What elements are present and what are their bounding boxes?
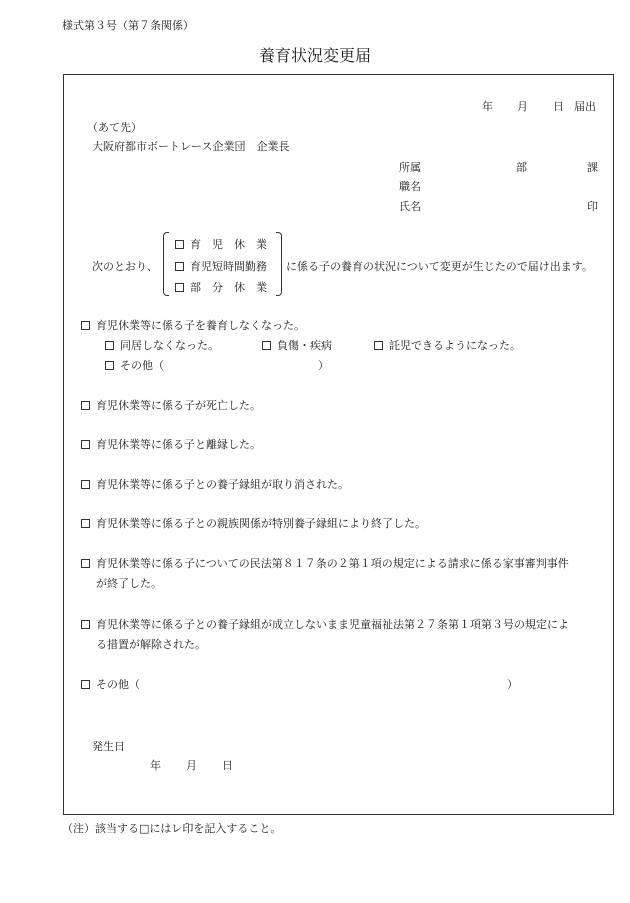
occurrence-day: 日 [222,759,233,772]
checkbox[interactable] [81,480,90,489]
subitem-other [105,360,164,371]
item-label: 育児休業等に係る子が死亡した。 [96,399,261,412]
right-bracket [276,232,282,296]
item-label: 育児休業等に係る子との養子縁組が取り消された。 [96,478,349,491]
left-bracket [163,232,169,296]
submission-label: 届出 [574,100,596,113]
item-died [81,400,261,411]
item-relation-ended [81,518,426,529]
form-number-label: 様式第３号（第７条関係） [62,19,194,32]
item-label: 同居しなくなった。 [120,339,219,352]
statement-prefix: 次のとおり、 [92,260,158,273]
section-label: 課 [587,161,598,174]
seal-mark: 印 [587,200,598,213]
option-short-hours [175,261,267,272]
statement-suffix: に係る子の養育の状況について変更が生じたので届け出ます。 [286,260,593,273]
checkbox[interactable] [175,262,184,271]
checkbox[interactable] [81,321,90,330]
item-label: 育児休業等に係る子についての民法第８１７条の２第１項の規定による請求に係る家事審判事件 [96,557,569,570]
item-welfare [81,619,569,630]
item-label: 育児休業等に係る子との養子縁組が成立しないまま児童福祉法第２７条第１項第３号の規定によ [96,618,569,631]
submission-month: 月 [517,100,528,113]
checkbox[interactable] [262,341,271,350]
option-partial-leave [175,282,267,293]
option-label: 育 児 休 業 [190,238,267,251]
footnote: （注）該当する□にはレ印を記入すること。 [62,822,282,835]
submission-year: 年 [482,100,493,113]
occurrence-month: 月 [186,759,197,772]
item-other [81,679,140,690]
subitem-injury [262,340,332,351]
checkbox[interactable] [105,341,114,350]
item-label: その他（ [96,678,140,691]
occurrence-label: 発生日 [92,740,125,753]
item-separated [81,439,261,450]
checkbox[interactable] [81,401,90,410]
department-label: 部 [516,161,527,174]
subitem-daycare [374,340,521,351]
name-label: 氏名 [399,200,421,213]
item-label: 託児できるようになった。 [389,339,521,352]
checkbox[interactable] [81,440,90,449]
item-welfare-cont: る措置が解除された。 [96,638,206,651]
option-label: 育児短時間勤務 [190,260,267,273]
item-label: その他（ [120,359,164,372]
subitem-no-cohabit [105,340,219,351]
checkbox[interactable] [175,240,184,249]
option-label: 部 分 休 業 [190,281,267,294]
addressee-label: （あて先） [87,121,142,134]
checkbox[interactable] [105,361,114,370]
subitem-other-close: ） [318,359,329,372]
addressee-name: 大阪府都市ボートレース企業団 企業長 [92,140,290,153]
checkbox[interactable] [81,559,90,568]
item-other-close: ） [507,678,518,691]
option-childcare-leave [175,239,267,250]
occurrence-year: 年 [150,759,161,772]
item-no-longer-raising [81,320,305,331]
position-label: 職名 [399,180,421,193]
item-label: 育児休業等に係る子との親族関係が特別養子縁組により終了した。 [96,517,426,530]
checkbox[interactable] [81,680,90,689]
checkbox[interactable] [81,519,90,528]
item-label: 負傷・疾病 [277,339,332,352]
checkbox[interactable] [81,620,90,629]
submission-day: 日 [553,100,564,113]
item-label: 育児休業等に係る子を養育しなくなった。 [96,319,305,332]
item-label: 育児休業等に係る子と離縁した。 [96,438,261,451]
affiliation-label: 所属 [399,161,421,174]
item-adoption-cancelled [81,479,349,490]
checkbox[interactable] [175,283,184,292]
page-title: 養育状況変更届 [258,46,371,65]
item-civil-code-cont: が終了した。 [96,577,162,590]
item-civil-code [81,558,569,569]
checkbox[interactable] [374,341,383,350]
